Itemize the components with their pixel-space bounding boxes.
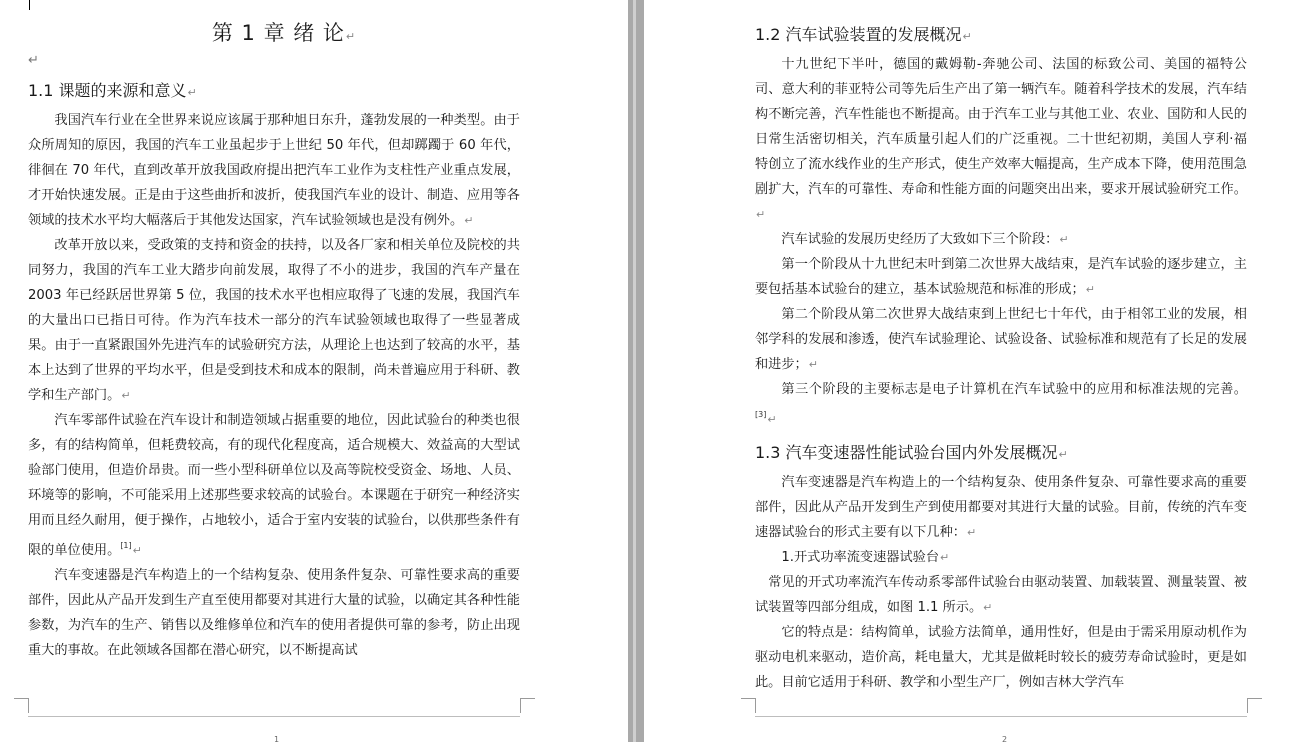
- page-1-text[interactable]: [28, 18, 520, 663]
- section-heading-1-1: 1.1 课题的来源和意义↵: [28, 81, 197, 100]
- page-number: 1: [274, 735, 280, 742]
- paragraph: 十九世纪下半叶，德国的戴姆勒-奔驰公司、法国的标致公司、美国的福特公司、意大利的菲亚特公司等先后生产出了第一辆汽车。随着科学技术的发展，汽车结构不断完善，汽车性能也不断提高。由于汽车工业与其他工业、农业、国防和人民的日常生活密切相关，汽车质量引起人们的广泛重视。二十世纪初期，美国人亨利·福特创立了流水线作业的生产形式，使生产效率大幅提高，生产成本下降，使用范围急剧扩大，汽车的可靠性、寿命和性能方面的问题突出出来，要求开展试验研究工作。↵: [755, 57, 1247, 221]
- paragraph: 它的特点是：结构简单，试验方法简单，通用性好，但是由于需采用原动机作为驱动电机来驱动，造价高，耗电量大，尤其是做耗时较长的疲劳寿命试验时，更是如此。目前它适用于科研、教学和小型生产厂，例如吉林大学汽车: [755, 625, 1247, 690]
- paragraph: 汽车试验的发展历史经历了大致如下三个阶段：↵: [781, 232, 1069, 247]
- page-gap-shadow: [633, 0, 636, 742]
- paragraph: 汽车变速器是汽车构造上的一个结构复杂、使用条件复杂、可靠性要求高的重要部件，因此从产品开发到生产到使用都要对其进行大量的试验。目前，传统的汽车变速器试验台的形式主要有以下几种：↵: [755, 475, 1247, 540]
- reference-mark: [3]: [755, 410, 767, 419]
- paragraph: 汽车变速器是汽车构造上的一个结构复杂、使用条件复杂、可靠性要求高的重要部件，因此从产品开发到生产直至使用都要对其进行大量的试验，以确定其各种性能参数，为汽车的生产、销售以及维修单位和汽车的使用者提供可靠的参考，防止出现重大的事故。在此领域各国都在潜心研究，以不断提高试: [28, 568, 520, 658]
- footer-line: [28, 716, 520, 717]
- margin-corner-mark: [1247, 698, 1262, 713]
- paragraph: 第三个阶段的主要标志是电子计算机在汽车试验中的应用和标准法规的完善。[3]↵: [755, 382, 1247, 426]
- margin-corner-mark: [741, 698, 756, 713]
- paragraph: 汽车零部件试验在汽车设计和制造领域占据重要的地位，因此试验台的种类也很多，有的结构简单，但耗费较高，有的现代化程度高，适合规模大、效益高的大型试验部门使用，但造价昂贵。而一些小型科研单位以及高等院校受资金、场地、人员、环境等的影响，不可能采用上述那些要求较高的试验台。本课题在于研究一种经济实用而且经久耐用，便于操作，占地较小，适合于室内安装的试验台，以供那些条件有限的单位使用。[1]↵: [28, 413, 520, 558]
- margin-corner-mark: [14, 698, 29, 713]
- page-gap: [628, 0, 644, 742]
- paragraph: 我国汽车行业在全世界来说应该属于那种旭日东升，蓬勃发展的一种类型。由于众所周知的原因，我国的汽车工业虽起步于上世纪 50 年代，但却踯躅于 60 年代，徘徊在 70 年代，直到改革开放我国政府提出把汽车工业作为支柱性产业重点发展，才开始快速发展。正是由于这些曲折和波折，使我国汽车业的设计、制造、应用等各领域的技术水平均大幅落后于其他发达国家，汽车试验领域也是没有例外。↵: [28, 113, 520, 228]
- reference-mark: [1]: [120, 541, 132, 550]
- page-2-text[interactable]: [755, 18, 1247, 695]
- section-heading-1-3: 1.3 汽车变速器性能试验台国内外发展概况↵: [755, 443, 1068, 462]
- section-heading-1-2: 1.2 汽车试验装置的发展概况↵: [755, 25, 972, 44]
- paragraph: 常见的开式功率流汽车传动系零部件试验台由驱动装置、加载装置、测量装置、被试装置等四部分组成，如图 1.1 所示。↵: [755, 575, 1247, 615]
- paragraph: 第二个阶段从第二次世界大战结束到上世纪七十年代，由于相邻工业的发展，相邻学科的发展和渗透，使汽车试验理论、试验设备、试验标准和规范有了长足的发展和进步；↵: [755, 307, 1247, 372]
- chapter-title: 第 1 章 绪 论↵: [211, 21, 357, 45]
- margin-corner-mark: [520, 698, 535, 713]
- document-page-1: [0, 0, 628, 742]
- paragraph: 改革开放以来，受政策的支持和资金的扶持，以及各厂家和相关单位及院校的共同努力，我国的汽车工业大踏步向前发展，取得了不小的进步，我国的汽车产量在 2003 年已经跃居世界第 5 位，我国的技术水平也相应取得了飞速的发展，我国汽车的大量出口已指日可待。作为汽车技术一部分的汽车试验领域也取得了一些显著成果。由于一直紧跟国外先进汽车的试验研究方法，从理论上也达到了较高的水平，基本上达到了世界的平均水平，但是受到技术和成本的限制，尚未普遍应用于科研、教学和生产部门。↵: [28, 238, 520, 403]
- list-item: 1.开式功率流变速器试验台↵: [781, 550, 950, 565]
- text-cursor: [29, 0, 30, 10]
- document-page-2: [644, 0, 1316, 742]
- footer-line: [755, 716, 1247, 717]
- paragraph: 第一个阶段从十九世纪末叶到第二次世界大战结束，是汽车试验的逐步建立，主要包括基本试验台的建立，基本试验规范和标准的形成；↵: [755, 257, 1247, 297]
- page-number: 2: [1002, 735, 1008, 742]
- empty-line: ↵: [28, 53, 39, 68]
